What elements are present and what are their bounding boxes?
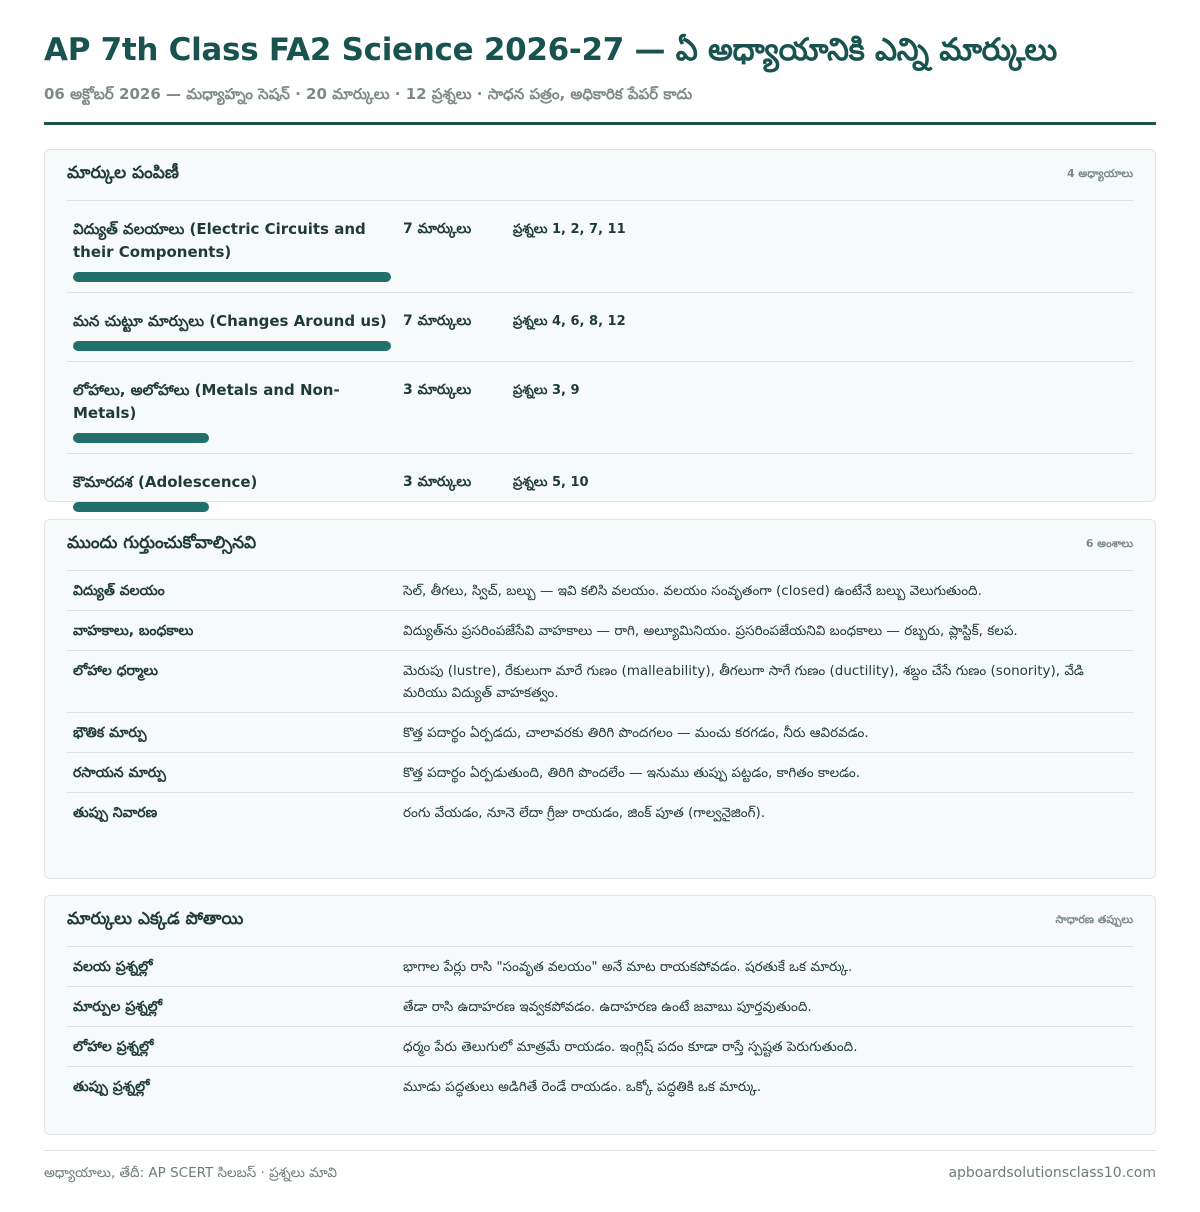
pitfall-topic: వలయ ప్రశ్నల్లో: [73, 959, 153, 975]
question-numbers: ప్రశ్నలు 3, 9: [513, 383, 580, 398]
chapter-name: మన చుట్టూ మార్పులు (Changes Around us): [73, 312, 387, 330]
chapter-name: విద్యుత్ వలయాలు (Electric Circuits and their Components): [73, 220, 366, 261]
topic-name: విద్యుత్ వలయం: [73, 583, 165, 599]
card-meta: 4 అధ్యాయాలు: [1066, 167, 1133, 180]
marks-bar-fill: [73, 272, 391, 282]
card-meta: సాధారణ తప్పులు: [1055, 913, 1133, 926]
chapter-cell: [73, 379, 403, 443]
chapter-cell: [73, 218, 403, 282]
pitfall-row: [67, 1067, 1133, 1106]
remember-list: [67, 571, 1133, 832]
card-title: ముందు గుర్తుంచుకోవాల్సినవి: [67, 533, 257, 553]
topic-name: లోహాల ధర్మాలు: [73, 663, 158, 679]
marks-value: 3 మార్కులు: [403, 382, 472, 398]
topic-note: మెరుపు (lustre), రేకులుగా మారే గుణం (malleability), తీగలుగా సాగే గుణం (ductility), శబ్దం చేసే గుణం (sonority), వేడి మరియు విద్యుత్ వాహకత్వం.: [403, 663, 1084, 701]
remember-row: [67, 753, 1133, 793]
pitfall-note: ధర్మం పేరు తెలుగులో మాత్రమే రాయడం. ఇంగ్లిష్ పదం కూడా రాస్తే స్పష్టత పెరుగుతుంది.: [403, 1039, 858, 1055]
topic-note: సెల్, తీగలు, స్విచ్, బల్బు — ఇవి కలిసి వలయం. వలయం సంవృతంగా (closed) ఉంటేనే బల్బు వెలుగుతుంది.: [403, 583, 982, 599]
topic-name: రసాయన మార్పు: [73, 765, 166, 781]
topic-note: కొత్త పదార్థం ఏర్పడదు, చాలావరకు తిరిగి పొందగలం — మంచు కరగడం, నీరు ఆవిరవడం.: [403, 725, 869, 741]
pitfall-topic: తుప్పు ప్రశ్నల్లో: [73, 1079, 150, 1095]
header-divider: [44, 122, 1156, 125]
remember-row: [67, 713, 1133, 753]
remember-card: [44, 519, 1156, 879]
distribution-list: [67, 201, 1133, 522]
pitfalls-card: [44, 895, 1156, 1135]
marks-value: 3 మార్కులు: [403, 474, 472, 490]
pitfall-note: భాగాల పేర్లు రాసి "సంవృత వలయం" అనే మాట రాయకపోవడం. షరతుకే ఒక మార్కు.: [403, 959, 853, 975]
chapter-name: లోహాలు, అలోహాలు (Metals and Non-Metals): [73, 381, 340, 422]
pitfall-row: [67, 1027, 1133, 1067]
remember-row: [67, 651, 1133, 713]
marks-bar: [73, 433, 391, 443]
topic-note: రంగు వేయడం, నూనె లేదా గ్రీజు రాయడం, జింక్ పూత (గాల్వనైజింగ్).: [403, 805, 766, 821]
remember-row: [67, 571, 1133, 611]
topic-note: విద్యుత్‌ను ప్రసరింపజేసేవి వాహకాలు — రాగి, అల్యూమినియం. ప్రసరింపజేయనివి బంధకాలు — రబ్బరు, ప్లాస్టిక్, కలప.: [403, 623, 1018, 639]
footer-site-link[interactable]: apboardsolutionsclass10.com: [948, 1165, 1156, 1181]
distribution-row: [67, 362, 1133, 454]
pitfall-row: [67, 987, 1133, 1027]
remember-row: [67, 611, 1133, 651]
topic-name: భౌతిక మార్పు: [73, 725, 147, 741]
marks-value: 7 మార్కులు: [403, 221, 472, 237]
pitfall-note: తేడా రాసి ఉదాహరణ ఇవ్వకపోవడం. ఉదాహరణ ఉంటే జవాబు పూర్తవుతుంది.: [403, 999, 812, 1015]
distribution-row: [67, 293, 1133, 362]
chapter-cell: [73, 310, 403, 351]
card-title: మార్కులు ఎక్కడ పోతాయి: [67, 909, 244, 929]
topic-note: కొత్త పదార్థం ఏర్పడుతుంది, తిరిగి పొందలేం — ఇనుము తుప్పు పట్టడం, కాగితం కాలడం.: [403, 765, 861, 781]
pitfalls-list: [67, 947, 1133, 1106]
topic-name: వాహకాలు, బంధకాలు: [73, 623, 194, 639]
marks-bar-fill: [73, 341, 391, 351]
pitfall-topic: మార్పుల ప్రశ్నల్లో: [73, 999, 163, 1015]
chapter-name: కౌమారదశ (Adolescence): [73, 473, 258, 491]
marks-distribution-card: [44, 149, 1156, 502]
card-header: [67, 150, 1133, 201]
marks-value: 7 మార్కులు: [403, 313, 472, 329]
page-subtitle: 06 అక్టోబర్ 2026 — మధ్యాహ్నం సెషన్ · 20 మార్కులు · 12 ప్రశ్నలు · సాధన పత్రం, అధికారిక పేపర్ కాదు: [44, 85, 693, 103]
marks-bar-fill: [73, 502, 209, 512]
chapter-cell: [73, 471, 403, 512]
distribution-row: [67, 201, 1133, 293]
question-numbers: ప్రశ్నలు 5, 10: [513, 475, 589, 490]
question-numbers: ప్రశ్నలు 1, 2, 7, 11: [513, 222, 626, 237]
card-header: [67, 520, 1133, 571]
pitfall-note: మూడు పద్ధతులు అడిగితే రెండే రాయడం. ఒక్కో పద్ధతికి ఒక మార్కు.: [403, 1079, 762, 1095]
marks-bar: [73, 502, 391, 512]
marks-bar: [73, 272, 391, 282]
marks-bar: [73, 341, 391, 351]
footer-source: అధ్యాయాలు, తేదీ: AP SCERT సిలబస్ · ప్రశ్నలు మావి: [44, 1165, 337, 1181]
distribution-row: [67, 454, 1133, 522]
question-numbers: ప్రశ్నలు 4, 6, 8, 12: [513, 314, 626, 329]
card-title: మార్కుల పంపిణీ: [67, 163, 179, 183]
pitfall-topic: లోహాల ప్రశ్నల్లో: [73, 1039, 154, 1055]
topic-name: తుప్పు నివారణ: [73, 805, 158, 821]
pitfall-row: [67, 947, 1133, 987]
page-title: AP 7th Class FA2 Science 2026-27 — ఏ అధ్యాయానికి ఎన్ని మార్కులు: [44, 32, 1057, 68]
marks-bar-fill: [73, 433, 209, 443]
remember-row: [67, 793, 1133, 832]
card-meta: 6 అంశాలు: [1085, 537, 1133, 550]
footer: [44, 1150, 1156, 1184]
card-header: [67, 896, 1133, 947]
